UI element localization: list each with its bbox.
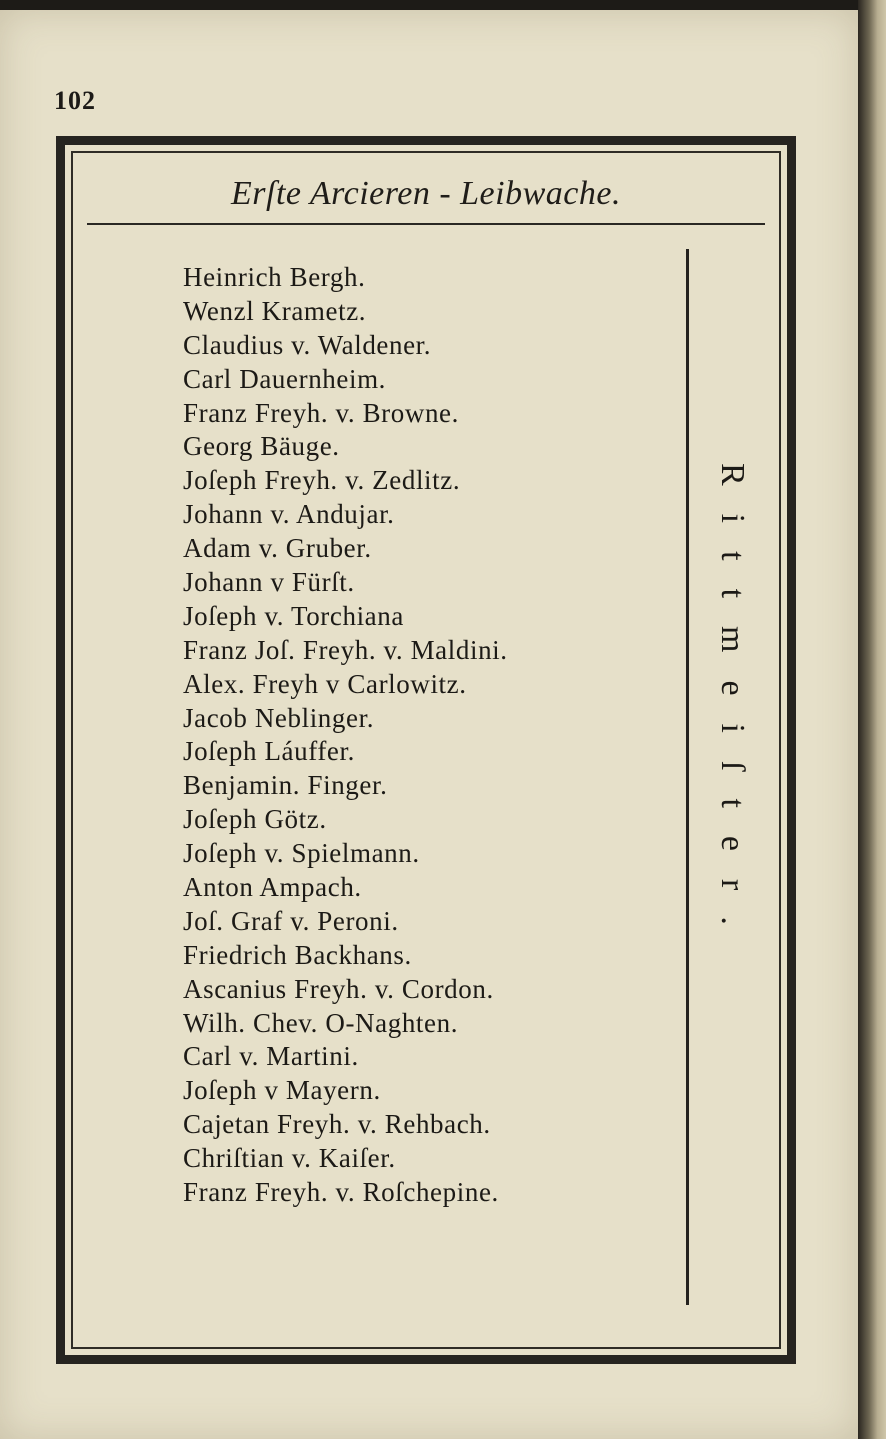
list-item: Adam v. Gruber. xyxy=(183,533,372,564)
book-edge xyxy=(858,0,886,1439)
grouping-bracket xyxy=(686,249,689,1305)
name-list xyxy=(183,261,703,1210)
list-item: Wilh. Chev. O-Naghten. xyxy=(183,1007,459,1038)
list-item: Joſeph v. Spielmann. xyxy=(183,838,420,869)
list-item: Jacob Neblinger. xyxy=(183,702,375,733)
list-item: Johann v Fürſt. xyxy=(183,567,355,598)
page-number: 102 xyxy=(54,86,96,115)
title-divider xyxy=(87,223,765,225)
list-item: Anton Ampach. xyxy=(183,872,362,903)
list-item: Franz Freyh. v. Roſchepine. xyxy=(183,1177,499,1208)
list-item: Joſeph v. Torchiana xyxy=(183,600,404,631)
book-page xyxy=(0,10,858,1439)
list-item: Wenzl Krametz. xyxy=(183,295,367,326)
list-item: Georg Bäuge. xyxy=(183,431,340,462)
list-item: Franz Freyh. v. Browne. xyxy=(183,397,459,428)
rank-label: Rittmeiſter. xyxy=(714,463,751,953)
list-item: Carl v. Martini. xyxy=(183,1041,359,1072)
list-item: Carl Dauernheim. xyxy=(183,363,387,394)
list-item: Cajetan Freyh. v. Rehbach. xyxy=(183,1109,491,1140)
inner-frame xyxy=(71,151,781,1349)
bordered-frame xyxy=(56,136,796,1364)
list-item: Alex. Freyh v Carlowitz. xyxy=(183,668,467,699)
list-item: Chriſtian v. Kaiſer. xyxy=(183,1143,396,1174)
list-item: Claudius v. Waldener. xyxy=(183,329,432,360)
list-item: Joſeph Freyh. v. Zedlitz. xyxy=(183,465,461,496)
list-item: Ascanius Freyh. v. Cordon. xyxy=(183,973,494,1004)
list-item: Joſ. Graf v. Peroni. xyxy=(183,905,399,936)
list-item: Joſeph Götz. xyxy=(183,804,327,835)
list-item: Benjamin. Finger. xyxy=(183,770,388,801)
section-title: Erſte Arcieren - Leibwache. xyxy=(231,175,621,212)
list-item: Joſeph Láuffer. xyxy=(183,736,355,767)
list-item: Friedrich Backhans. xyxy=(183,939,412,970)
list-item: Johann v. Andujar. xyxy=(183,499,395,530)
list-item: Franz Joſ. Freyh. v. Maldini. xyxy=(183,634,508,665)
list-item: Heinrich Bergh. xyxy=(183,262,366,292)
list-item: Joſeph v Mayern. xyxy=(183,1075,381,1106)
